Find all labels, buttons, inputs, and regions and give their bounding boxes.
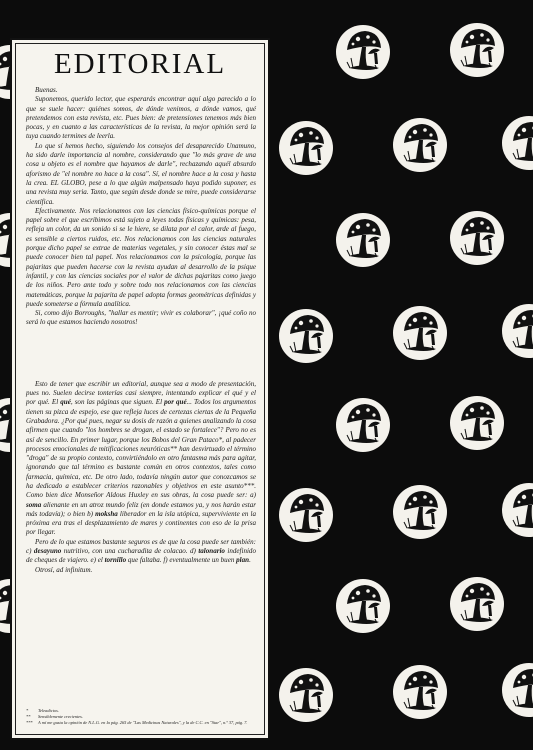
editorial-panel: [10, 38, 270, 740]
paragraph: Lo que sí hemos hecho, siguiendo los consejos del desaparecido Unamuno, ha sido darle importancia al nombre, considerando que "lo más grave de una cosa u objeto es el nombre que hayamos de darle", rechazando aquél absurdo aforismo de "el nombre no hace a la cosa". Sí, el nombre hace a la cosa y hasta la crea. EL GLOBO, pese a lo que algún malpensado haya podido suponer, es una revista muy seria. Tanto, que según desde donde se mire, puede considerarse científica.: [26, 141, 256, 206]
keyword: tornillo: [104, 556, 127, 565]
greeting: Buenas.: [35, 86, 58, 94]
editorial-title: EDITORIAL: [53, 48, 227, 80]
paragraph: Efectivamente. Nos relacionamos con las ciencias físico-químicas porque el papel sobre el que escribimos está sujeto a leyes todas físicas y químicas: pesa, refleja un color, da un sonido si se le hiere, se dilata por el calor, arde al fuego, es sensible a ciertos ruidos, etc. Nos relacionamos con las ciencias naturales porque dicho papel se extrae de materias vegetales, y sin conocer éstas mal se puede conocer bien tal papel. Nos relacionamos con la psicología, porque las pajaritas que pueden hacerse con la revista ayudan al desarrollo de la psique infantil, y con las ciencias sociales por el valor de dichas pajaritas como juego de los niños. Pero ante todo y sobre todo nos relacionamos con las ciencias matemáticas, porque la pajarita de papel adopta formas geométricas definidas y puede someterse a fórmula analítica.: [26, 206, 256, 308]
keyword: qué: [60, 398, 71, 407]
keyword: talonario: [198, 547, 225, 556]
paragraph: Pero de lo que estamos bastante seguros es de que la cosa puede ser también: c) desayuno nutritivo, con una cucharadita de colacao. d) talonario indefinido de cheques de viajero. e) el tornillo que faltaba. f) eventualmente un buen plan.: [26, 537, 256, 565]
editorial-body: [26, 86, 256, 575]
keyword: plan: [236, 556, 250, 565]
paragraph: Otrosí, ad infinitum.: [35, 565, 93, 574]
keyword: por qué: [164, 398, 187, 407]
keyword: desayuno: [33, 547, 62, 556]
footnote: * Teleadictos.: [26, 708, 59, 714]
keyword: soma: [26, 500, 42, 509]
footnote: ** Sensiblemente crecientes.: [26, 714, 83, 720]
paragraph: Suponemos, querido lector, que esperarás encontrar aquí algo parecido a lo que se suele hacer: quiénes somos, de dónde venimos, a dónde vamos, qué pretendemos con esta revista, etc. Pues bien: de pretensiones tenemos más bien pocas, y en cuanto a las características de la revista, la mejor opinión será la tuya cuando termines de leerla.: [26, 95, 256, 141]
paragraph: Si, como dijo Borroughs, "hallar es mentir; vivir es colaborar", ¡qué coño no será lo que estamos haciendo nosotros!: [26, 309, 256, 327]
footnotes: [26, 708, 256, 726]
section-gap: [26, 328, 256, 380]
paragraph: Esto de tener que escribir un editorial, aunque sea a modo de presentación, pues no. Suelen decirse tonterías casi siempre, intentando explicar el qué y el por qué. El qué, son las páginas que siguen. El por qué... Todos los argumentos tienen su pizca de espejo, ese que refleja luces de certezas ciertas de la Pequeña Grabadora. ¿Por qué pues, negar su dosis de razón a quienes analizando la cosa afirmen que cuando "los hombres se drogan, el estado se fortalece"? Pero no es así de sencillo. En primer lugar, porque los Bobos del Gran Pataco*, al padecer procesos emocionales de mitificaciones neuróticas** han desvirtuado el término "droga" de su propio contexto, convirtiéndolo en otro fantasma más para agitar, ignorando que tal término es bastante común en otros contextos, tales como farmacia, química, etc. De otro lado, todavía ningún autor que conozcamos se ha dedicado a establecer criterios razonables y objetivos en este asunto***. Como bien dice Monseñor Aldous Huxley en sus obras, la cosa puede ser: a) soma alienante en un atroz mundo feliz (en donde estamos ya, y nos harán estar más todavía); o bien b) moksha liberador en la isla utópica, superviviente en la próxima era tras el desplazamiento de mares y continentes con eso de la prisa por llegar.: [26, 379, 256, 537]
footnote: *** A mí me gusta la opinión de N.L.G. en la pág. 265 de "Las Medicinas Naturales", y la de C.C. en "Star", n.º 37, pág. 7.: [26, 720, 248, 726]
keyword: moksha: [95, 509, 118, 518]
